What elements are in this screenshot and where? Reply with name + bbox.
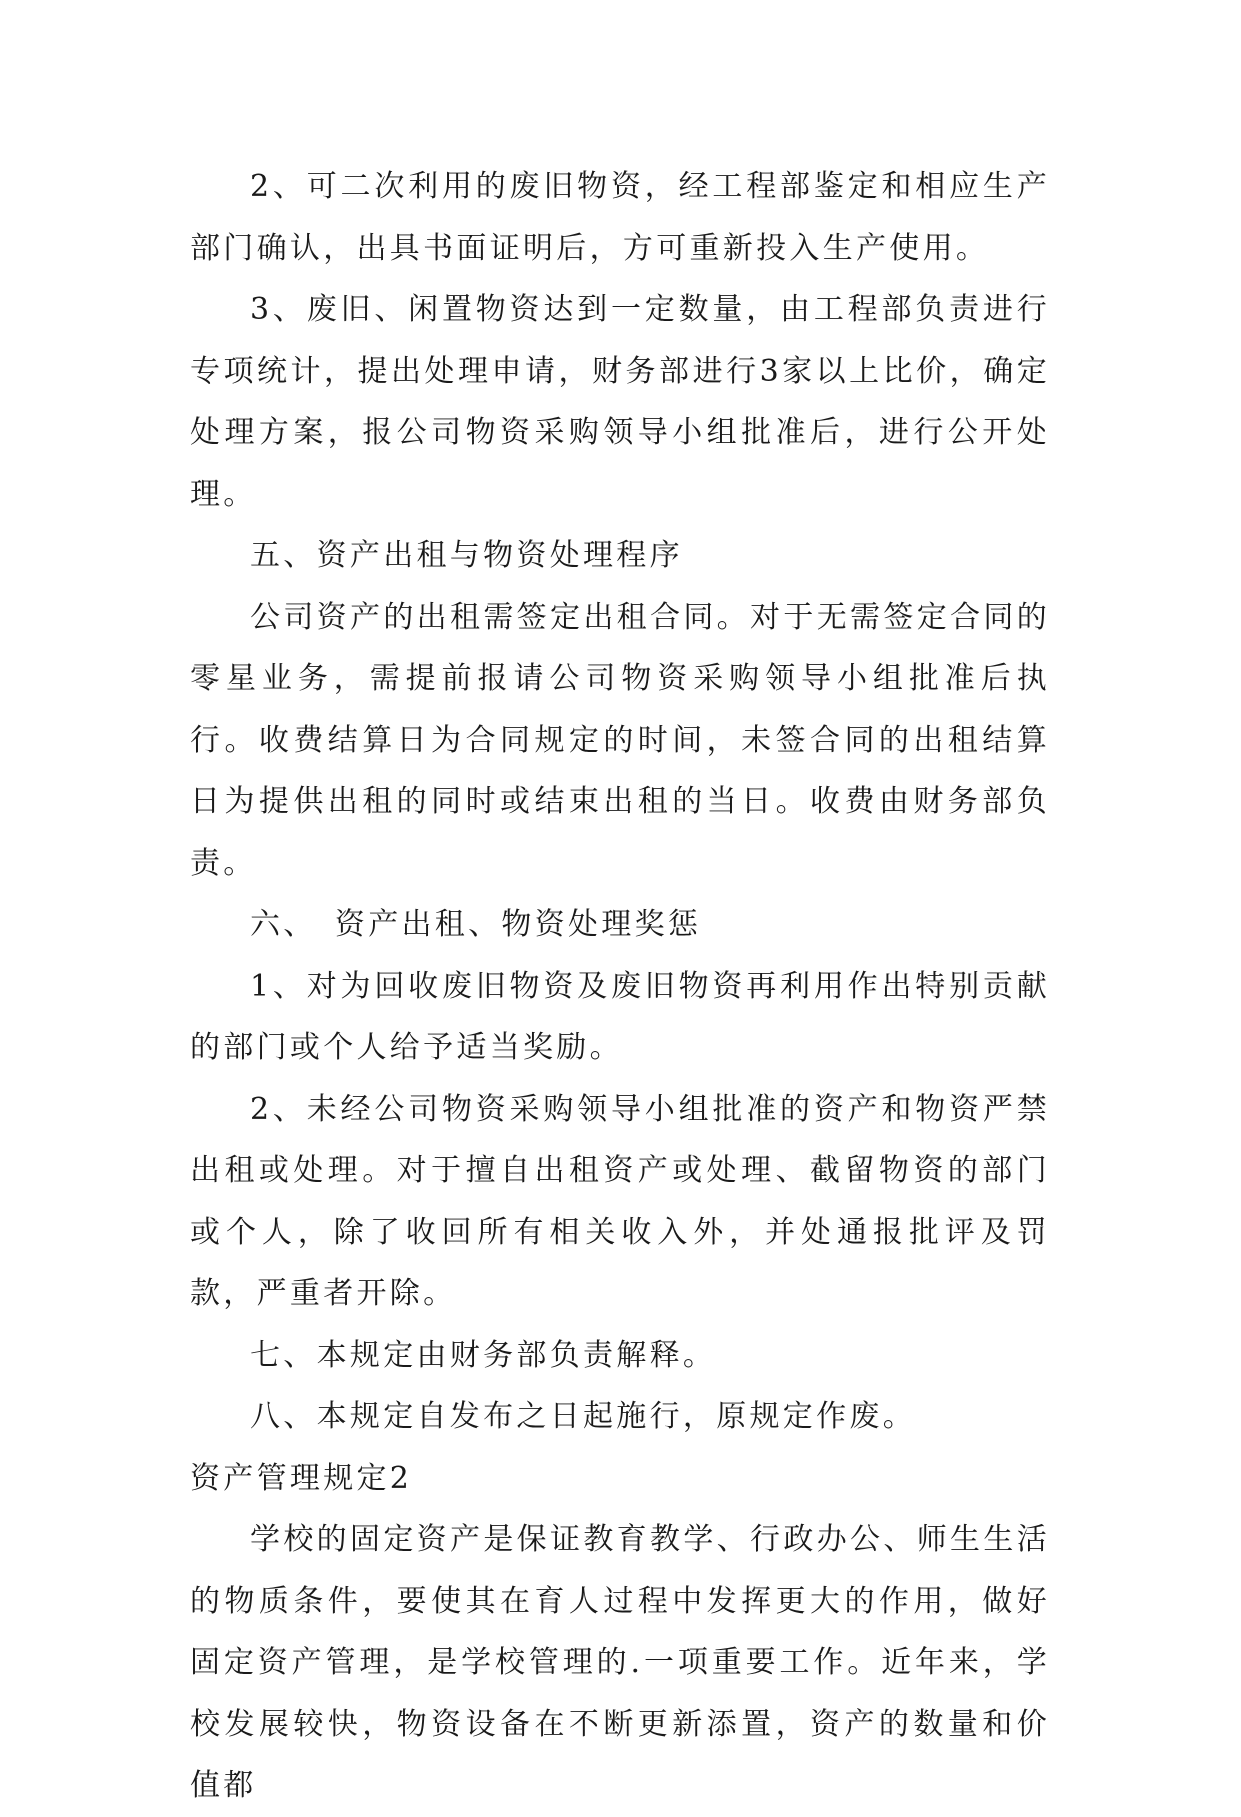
paragraph-reward: 1、对为回收废旧物资及废旧物资再利用作出特别贡献的部门或个人给予适当奖励。 (190, 968, 1050, 1065)
document-body (190, 156, 1050, 1817)
heading-section-7: 七、本规定由财务部负责解释。 (250, 1337, 717, 1373)
paragraph-idle-materials-disposal: 3、废旧、闲置物资达到一定数量，由工程部负责进行专项统计，提出处理申请，财务部进行3家以上比价，确定处理方案，报公司物资采购领导小组批准后，进行公开处理。 (190, 292, 1050, 512)
heading-section-5: 五、资产出租与物资处理程序 (250, 538, 683, 573)
paragraph-reuse-materials: 2、可二次利用的废旧物资，经工程部鉴定和相应生产部门确认，出具书面证明后，方可重新投入生产使用。 (190, 169, 1050, 266)
heading-section-6: 六、 资产出租、物资处理奖惩 (250, 907, 702, 942)
paragraph-leasing-contract: 公司资产的出租需签定出租合同。对于无需签定合同的零星业务，需提前报请公司物资采购领导小组批准后执行。收费结算日为合同规定的时间，未签合同的出租结算日为提供出租的同时或结束出租的当日。收费由财务部负责。 (190, 599, 1050, 881)
heading-section-8: 八、本规定自发布之日起施行，原规定作废。 (250, 1399, 916, 1434)
paragraph-school-fixed-assets: 学校的固定资产是保证教育教学、行政办公、师生生活的物质条件，要使其在育人过程中发挥更大的作用，做好固定资产管理，是学校管理的.一项重要工作。近年来，学校发展较快，物资设备在不断更新添置，资产的数量和价值都 (190, 1522, 1050, 1803)
paragraph-penalty: 2、未经公司物资采购领导小组批准的资产和物资严禁出租或处理。对于擅自出租资产或处理、截留物资的部门或个人，除了收回所有相关收入外，并处通报批评及罚款，严重者开除。 (190, 1091, 1050, 1311)
section-title-regulation-2: 资产管理规定2 (190, 1460, 413, 1496)
